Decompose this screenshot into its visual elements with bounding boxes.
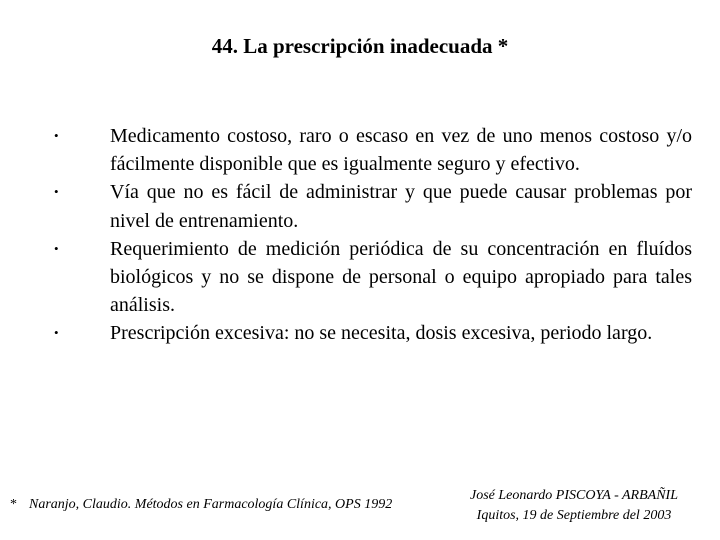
author-place-date: Iquitos, 19 de Septiembre del 2003 xyxy=(476,508,672,523)
bullet-item xyxy=(50,235,692,320)
footnote-marker: * xyxy=(10,497,17,512)
bullet-icon: • xyxy=(54,128,59,143)
slide-title: 44. La prescripción inadecuada * xyxy=(211,34,509,58)
bullet-list xyxy=(50,122,692,348)
bullet-item xyxy=(50,122,692,178)
footnote-text: Naranjo, Claudio. Métodos en Farmacología Clínica, OPS 1992 xyxy=(29,497,393,512)
footnote xyxy=(10,495,410,515)
bullet-item xyxy=(50,319,692,347)
author-credit xyxy=(444,486,704,526)
bullet-item xyxy=(50,178,692,234)
bullet-text: Vía que no es fácil de administrar y que puede causar problemas por nivel de entrenamiento. xyxy=(110,181,692,232)
bullet-text: Prescripción excesiva: no se necesita, dosis excesiva, periodo largo. xyxy=(110,322,653,345)
author-name: José Leonardo PISCOYA - ARBAÑIL xyxy=(470,488,678,503)
bullet-icon: • xyxy=(54,184,59,200)
bullet-text: Medicamento costoso, raro o escaso en vez de uno menos costoso y/o fácilmente disponible que es igualmente seguro y efectivo. xyxy=(110,125,692,176)
bullet-text: Requerimiento de medición periódica de su concentración en fluídos biológicos y no se dispone de personal o equipo apropiado para tales análisis. xyxy=(110,237,692,317)
bullet-icon: • xyxy=(54,240,59,256)
bullet-icon: • xyxy=(54,325,59,341)
